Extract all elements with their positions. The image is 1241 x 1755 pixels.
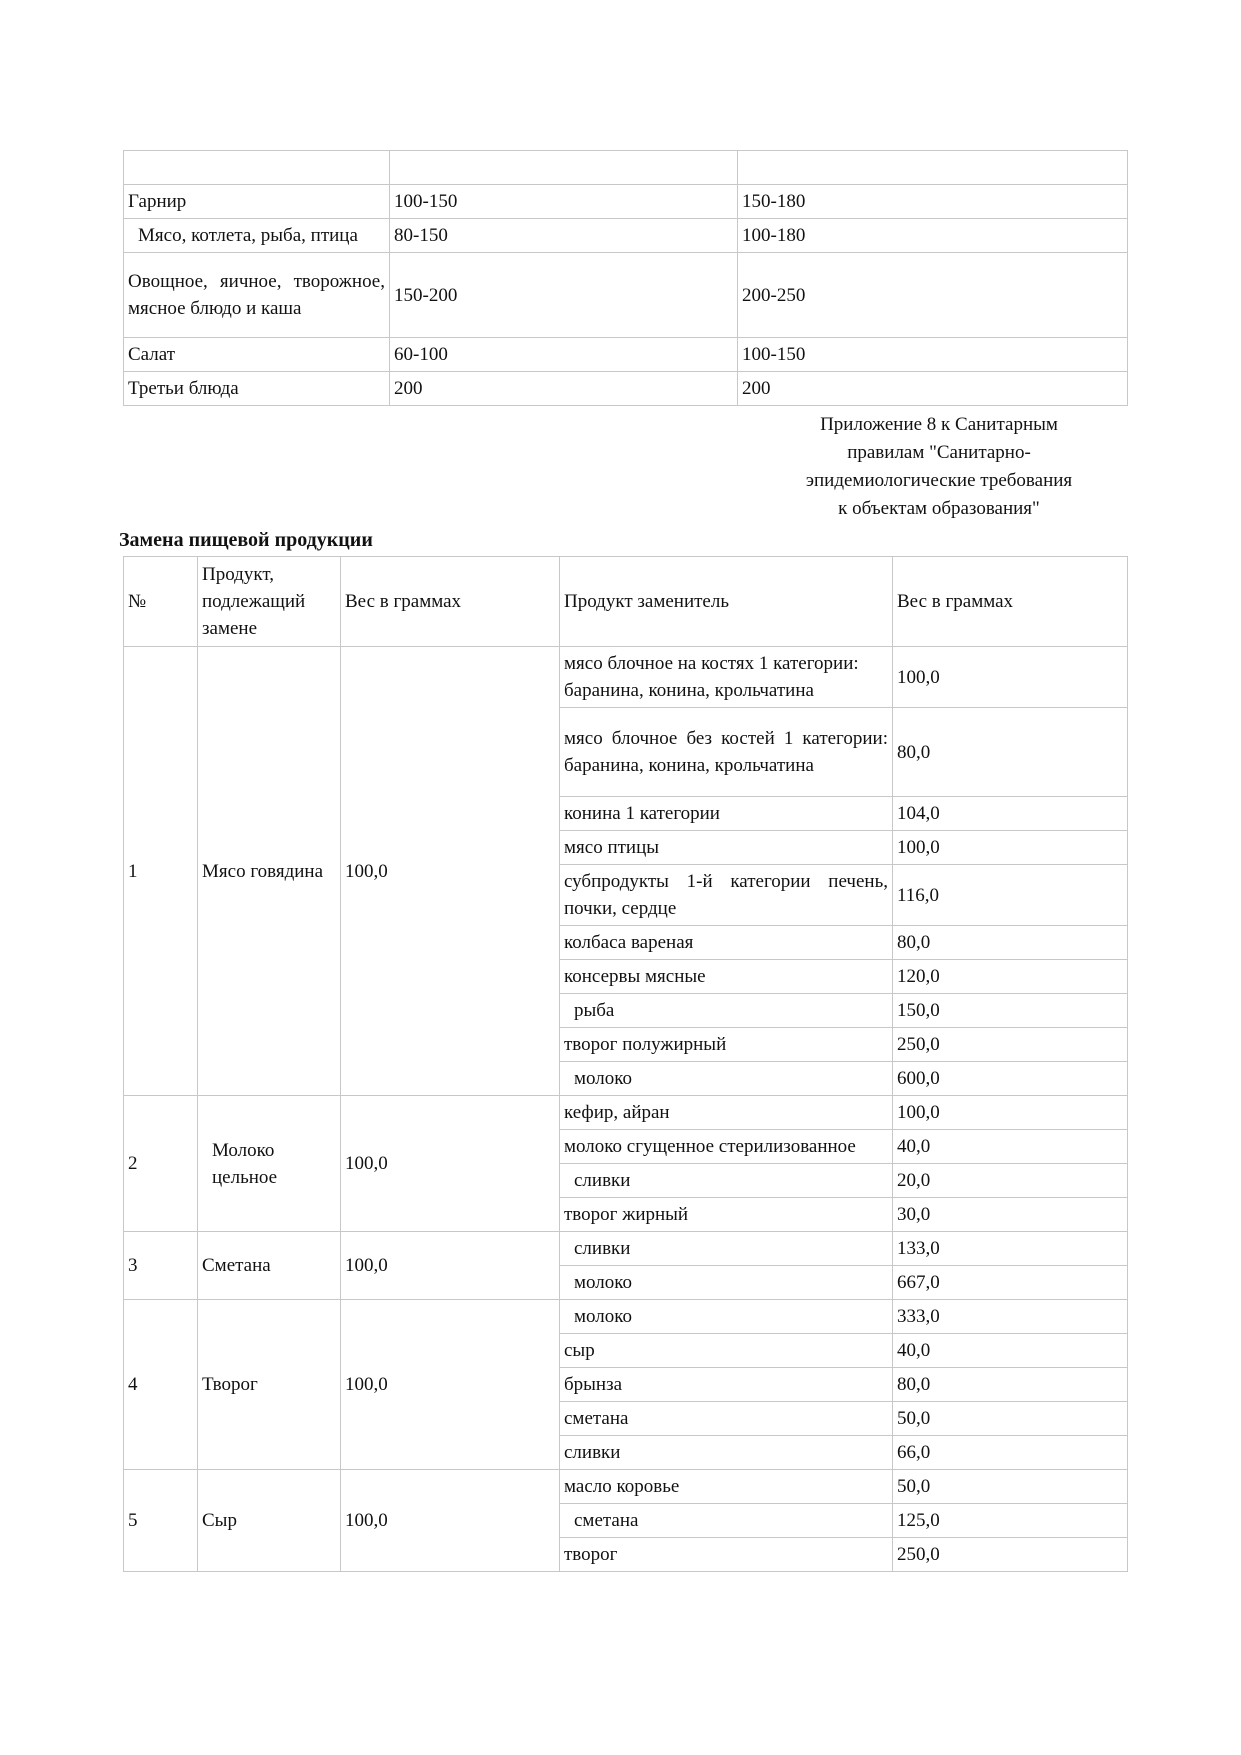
portion-cell: 60-100 [390,338,738,372]
group-num: 2 [124,1096,198,1232]
substitute-name: кефир, айран [560,1096,893,1130]
dish-cell [124,151,390,185]
group-num: 4 [124,1300,198,1470]
substitute-weight: 80,0 [893,1368,1128,1402]
annex-line: к объектам образования" [838,498,1040,519]
group-weight: 100,0 [341,1096,560,1232]
substitute-weight: 40,0 [893,1334,1128,1368]
substitute-name: конина 1 категории [560,797,893,831]
portion-cell: 80-150 [390,219,738,253]
substitute-name: колбаса вареная [560,926,893,960]
substitute-weight: 20,0 [893,1164,1128,1198]
header-sub-weight: Вес в граммах [893,557,1128,647]
substitute-weight: 600,0 [893,1062,1128,1096]
substitution-table [123,556,1128,1572]
substitute-weight: 333,0 [893,1300,1128,1334]
table-row [124,1470,1128,1504]
substitute-name: субпродукты 1-й категории печень, почки, сердце [560,865,893,926]
substitute-name: творог жирный [560,1198,893,1232]
portion-cell: 200 [390,372,738,406]
table-row [124,338,1128,372]
substitute-name: сливки [560,1164,893,1198]
substitute-name: творог [560,1538,893,1572]
substitute-name: сметана [560,1402,893,1436]
dish-cell: Третьи блюда [124,372,390,406]
header-product: Продукт, подлежащий замене [198,557,341,647]
substitute-name: молоко [560,1062,893,1096]
portion-cell [738,151,1128,185]
annex-note [760,411,1118,523]
portion-cell: 200-250 [738,253,1128,338]
portion-cell: 100-150 [390,185,738,219]
portion-cell: 150-180 [738,185,1128,219]
substitute-name: мясо блочное без костей 1 категории: баранина, конина, крольчатина [560,708,893,797]
table-row [124,1096,1128,1130]
substitute-weight: 250,0 [893,1538,1128,1572]
substitute-weight: 100,0 [893,1096,1128,1130]
substitute-weight: 80,0 [893,708,1128,797]
table-row [124,372,1128,406]
section-title: Замена пищевой продукции [119,529,373,551]
table-row [124,253,1128,338]
group-num: 1 [124,647,198,1096]
substitute-name: сливки [560,1436,893,1470]
group-product-text: Молоко цельное [212,1139,278,1188]
substitute-weight: 100,0 [893,647,1128,708]
substitute-name: рыба [560,994,893,1028]
substitute-weight: 50,0 [893,1402,1128,1436]
dish-cell: Гарнир [124,185,390,219]
annex-line: правилам "Санитарно- [847,442,1031,463]
substitute-name: молоко сгущенное стерилизованное [560,1130,893,1164]
substitute-name: мясо птицы [560,831,893,865]
dish-cell: Салат [124,338,390,372]
substitute-weight: 80,0 [893,926,1128,960]
table-row [124,647,1128,708]
dish-cell: Овощное, яичное, творожное, мясное блюдо и каша [124,253,390,338]
substitute-weight: 125,0 [893,1504,1128,1538]
dish-cell: Мясо, котлета, рыба, птица [124,219,390,253]
group-weight: 100,0 [341,1470,560,1572]
substitute-weight: 104,0 [893,797,1128,831]
group-product [198,1096,341,1232]
substitute-weight: 116,0 [893,865,1128,926]
substitute-weight: 100,0 [893,831,1128,865]
header-substitute: Продукт заменитель [560,557,893,647]
header-weight: Вес в граммах [341,557,560,647]
table-row [124,219,1128,253]
group-product: Творог [198,1300,341,1470]
portion-cell: 200 [738,372,1128,406]
group-product: Сыр [198,1470,341,1572]
substitute-name: консервы мясные [560,960,893,994]
portion-cell: 100-150 [738,338,1128,372]
substitute-weight: 667,0 [893,1266,1128,1300]
substitute-weight: 66,0 [893,1436,1128,1470]
table-row [124,185,1128,219]
group-weight: 100,0 [341,1232,560,1300]
substitute-name: сыр [560,1334,893,1368]
table-row [124,1232,1128,1266]
substitute-name: масло коровье [560,1470,893,1504]
group-weight: 100,0 [341,1300,560,1470]
header-row [124,557,1128,647]
substitute-name: молоко [560,1300,893,1334]
substitute-weight: 30,0 [893,1198,1128,1232]
substitute-name: творог полужирный [560,1028,893,1062]
annex-line: Приложение 8 к Санитарным [820,414,1058,435]
group-num: 3 [124,1232,198,1300]
substitute-weight: 120,0 [893,960,1128,994]
group-product: Мясо говядина [198,647,341,1096]
substitute-weight: 133,0 [893,1232,1128,1266]
substitute-weight: 250,0 [893,1028,1128,1062]
substitute-weight: 150,0 [893,994,1128,1028]
portion-cell: 150-200 [390,253,738,338]
table-row [124,1300,1128,1334]
portion-cell: 100-180 [738,219,1128,253]
substitute-weight: 50,0 [893,1470,1128,1504]
group-product: Сметана [198,1232,341,1300]
annex-line: эпидемиологические требования [805,470,1073,491]
substitute-name: сметана [560,1504,893,1538]
header-num: № [124,557,198,647]
substitute-name: молоко [560,1266,893,1300]
substitute-weight: 40,0 [893,1130,1128,1164]
group-num: 5 [124,1470,198,1572]
table-row [124,151,1128,185]
group-weight: 100,0 [341,647,560,1096]
portion-table [123,150,1128,406]
substitute-name: брынза [560,1368,893,1402]
portion-cell [390,151,738,185]
substitute-name: мясо блочное на костях 1 категории: баранина, конина, крольчатина [560,647,893,708]
substitute-name: сливки [560,1232,893,1266]
